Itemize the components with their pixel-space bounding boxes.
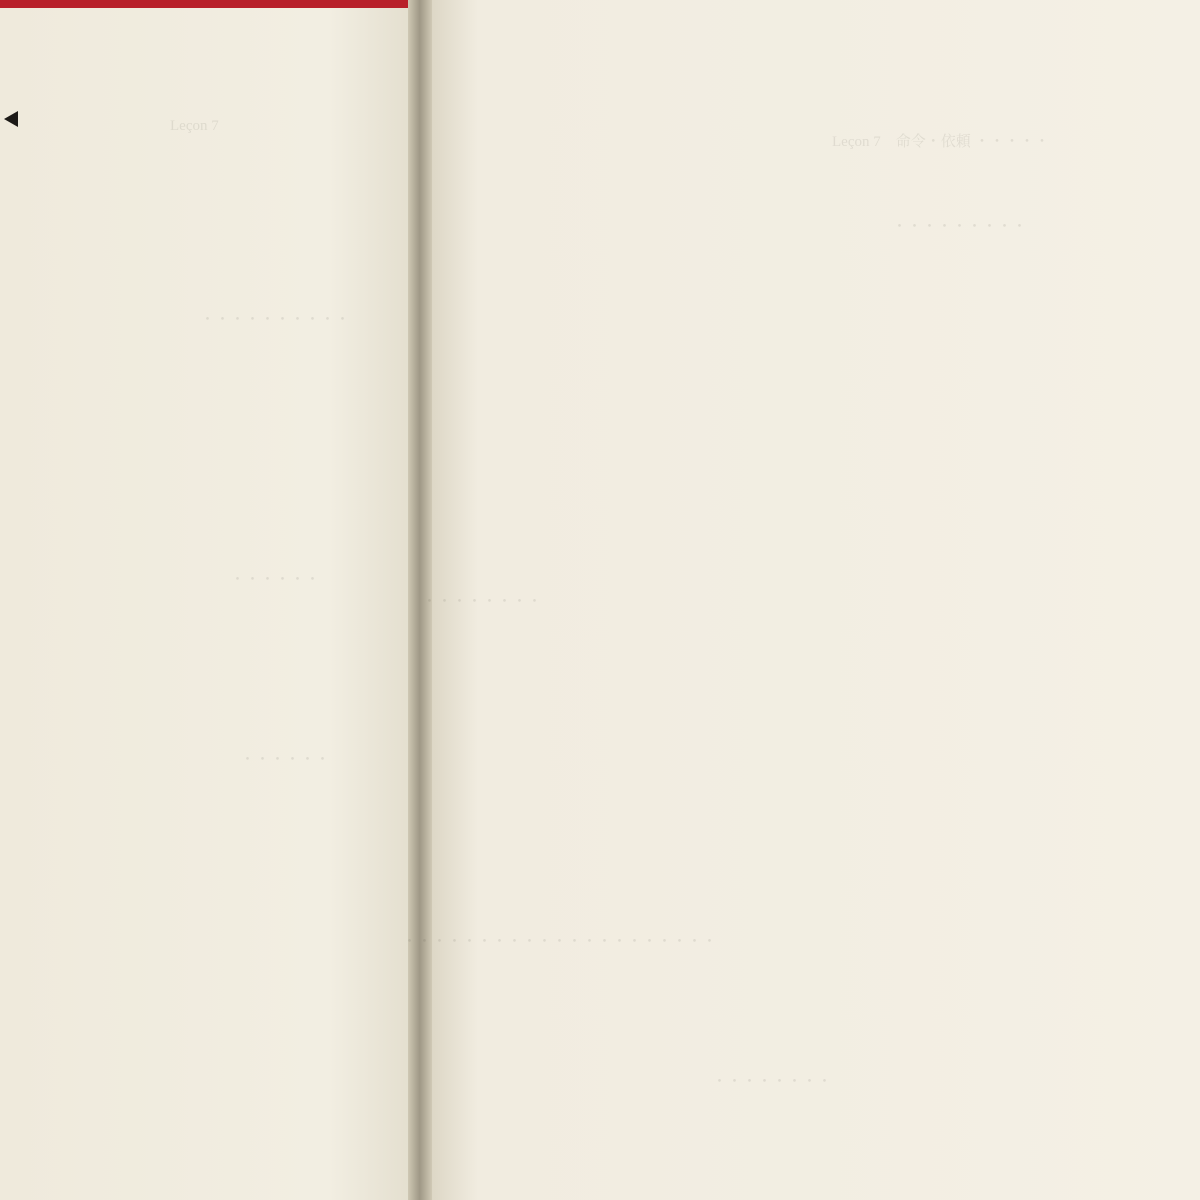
vocabulary-heading [0,110,18,132]
expressions-header [524,128,538,146]
right-page: Leçon 7 命令・依頼 ・・・・・ ・・・・・・・・・ ・・・・・・・・ ・・・・・・・・・・・・・・・・・・・・・ ・・・・・・・・ [432,0,1200,1200]
triangle-marker-icon [4,111,18,127]
book-spine [408,0,434,1200]
left-page: Leçon 7 ・・・・・・・・・・ ・・・・・・ ・・・・・・ [0,8,410,1200]
